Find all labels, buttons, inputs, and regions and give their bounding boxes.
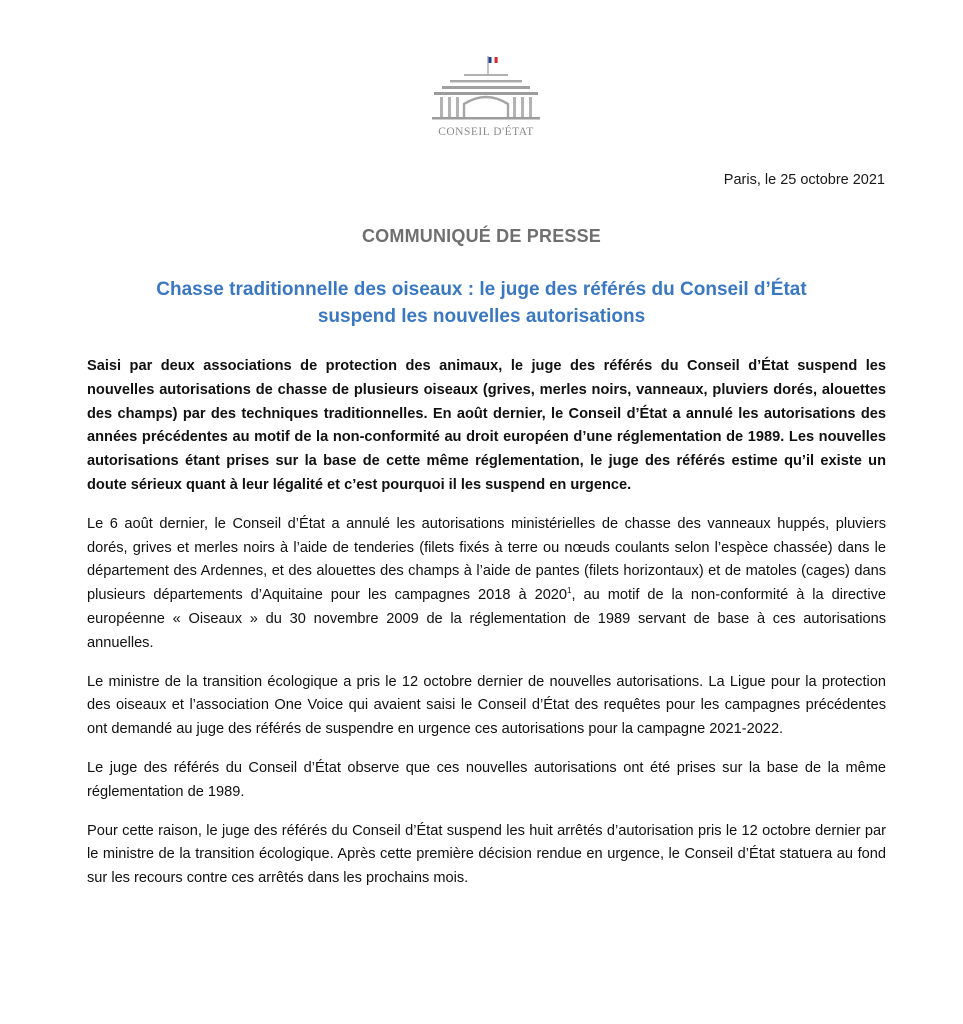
logo-wordmark: CONSEIL D'ÉTAT (438, 126, 534, 138)
paragraph-3: Le juge des référés du Conseil d’État observe que ces nouvelles autorisations ont été prises sur la base de la même réglementation de 1989. (87, 759, 886, 800)
paragraph-2: Le ministre de la transition écologique a pris le 12 octobre dernier de nouvelles autorisations. La Ligue pour la protection des oiseaux et l’association One Voice qui avaient saisi le Conseil d’État des requêtes pour les campagnes précédentes ont demandé au juge des référés de suspendre en urgence ces autorisations pour la campagne 2021-2022. (87, 673, 886, 738)
press-release-body (87, 355, 886, 906)
footnote-marker[interactable]: 1 (567, 586, 572, 596)
press-release-kicker: COMMUNIQUÉ DE PRESSE (361, 226, 602, 246)
title-line-2: suspend les nouvelles autorisations (317, 306, 646, 327)
paragraph-1-text-before: Le 6 août dernier, le Conseil d’État a annulé les autorisations ministérielles de chasse des vanneaux huppés, pluviers dorés, grives et merles noirs à l’aide de tenderies (filets fixés à terre ou nœuds coulants selon l’espèce chassée) dans le département des Ardennes, et des alouettes des champs à l’aide de pantes (filets horizontaux) et de matoles (cages) dans plusieurs départements d’Aquitaine pour les campagnes 2018 à 2020 (87, 515, 886, 604)
paragraph-1-text-after: , au motif de la non-conformité à la directive européenne « Oiseaux » du 30 novembre 2009 de la réglementation de 1989 servant de base à ces autorisations annuelles. (87, 587, 886, 651)
press-release-date: Paris, le 25 octobre 2021 (723, 172, 885, 188)
lead-paragraph: Saisi par deux associations de protection des animaux, le juge des référés du Conseil d’État suspend les nouvelles autorisations de chasse de plusieurs oiseaux (grives, merles noirs, vanneaux, pluviers dorés, alouettes des champs) par des techniques traditionnelles. En août dernier, le Conseil d’État a annulé les autorisations des années précédentes au motif de la non-conformité au droit européen d’une réglementation de 1989. Les nouvelles autorisations étant prises sur la base de cette même réglementation, le juge des référés estime qu’il existe un doute sérieux quant à leur légalité et c’est pourquoi il les suspend en urgence. (87, 358, 886, 493)
conseil-etat-logo (428, 52, 544, 148)
title-line-1: Chasse traditionnelle des oiseaux : le juge des référés du Conseil d’État (156, 279, 807, 300)
palais-royal-building-icon (428, 52, 544, 126)
press-release-title (90, 276, 873, 330)
paragraph-1 (87, 513, 886, 656)
paragraph-4: Pour cette raison, le juge des référés du Conseil d’État suspend les huit arrêtés d’autorisation pris le 12 octobre dernier par le ministre de la transition écologique. Après cette première décision rendue en urgence, le Conseil d’État statuera au fond sur les recours contre ces arrêtés dans les prochains mois. (87, 822, 886, 887)
